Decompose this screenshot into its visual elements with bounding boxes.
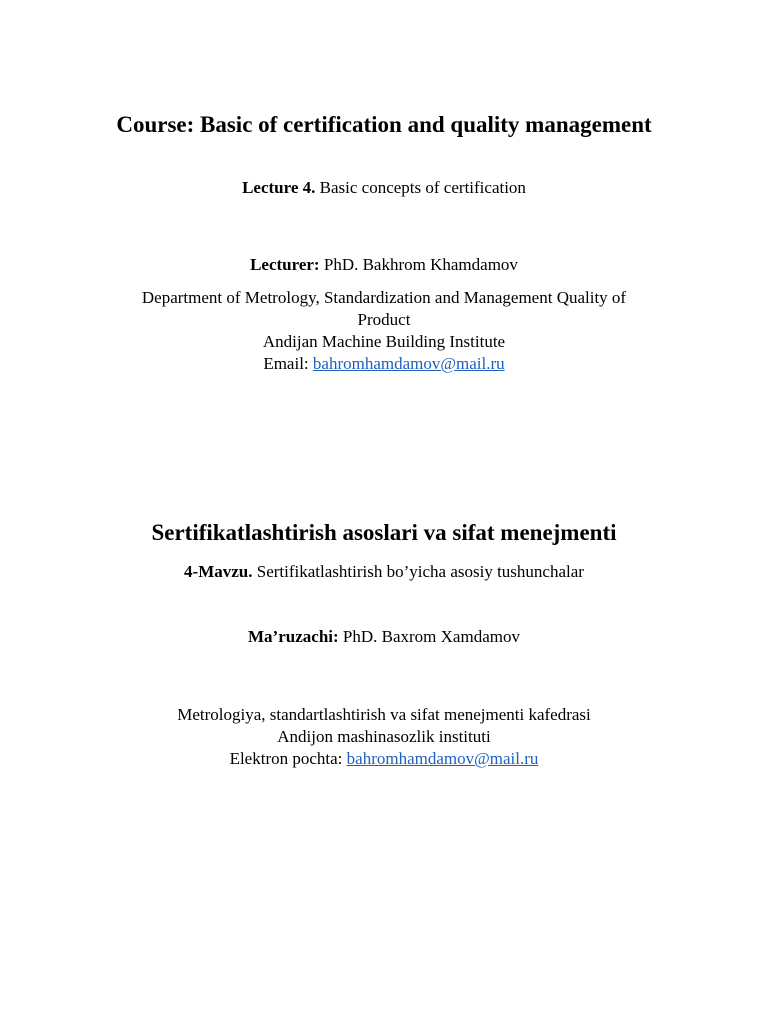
email-link-en[interactable]: bahromhamdamov@mail.ru bbox=[312, 354, 505, 373]
department-line1-en: Department of Metrology, Standardization and Management Quality of bbox=[141, 288, 627, 307]
email-link-uz[interactable]: bahromhamdamov@mail.ru bbox=[346, 749, 539, 768]
department-uz: Metrologiya, standartlashtirish va sifat menejmenti kafedrasi bbox=[177, 705, 591, 724]
institute-uz: Andijon mashinasozlik instituti bbox=[277, 727, 491, 746]
lecturer-name-uz: PhD. Baxrom Xamdamov bbox=[338, 627, 520, 646]
course-title-uz: Sertifikatlashtirish asoslari va sifat menejmenti bbox=[151, 520, 617, 545]
course-title-en: Course: Basic of certification and quality management bbox=[116, 112, 652, 137]
topic-label: 4-Mavzu. bbox=[184, 562, 253, 581]
email-line-en bbox=[0, 353, 768, 375]
topic-line-uz bbox=[0, 562, 768, 582]
lecture-label: Lecture 4. bbox=[242, 178, 316, 197]
institute-en: Andijan Machine Building Institute bbox=[262, 332, 506, 351]
department-line2-en: Product bbox=[357, 310, 411, 329]
email-line-uz bbox=[0, 748, 768, 770]
email-label: Email: bbox=[263, 354, 313, 373]
lecturer-name: PhD. Bakhrom Khamdamov bbox=[319, 255, 518, 274]
lecturer-line-en bbox=[0, 255, 768, 275]
lecturer-line-uz bbox=[0, 627, 768, 647]
lecturer-label: Lecturer: bbox=[250, 255, 320, 274]
lecture-line-en bbox=[0, 178, 768, 198]
topic-text: Sertifikatlashtirish bo’yicha asosiy tushunchalar bbox=[252, 562, 584, 581]
email-label-uz: Elektron pochta: bbox=[229, 749, 347, 768]
lecturer-label-uz: Ma’ruzachi: bbox=[248, 627, 339, 646]
lecture-text: Basic concepts of certification bbox=[315, 178, 526, 197]
